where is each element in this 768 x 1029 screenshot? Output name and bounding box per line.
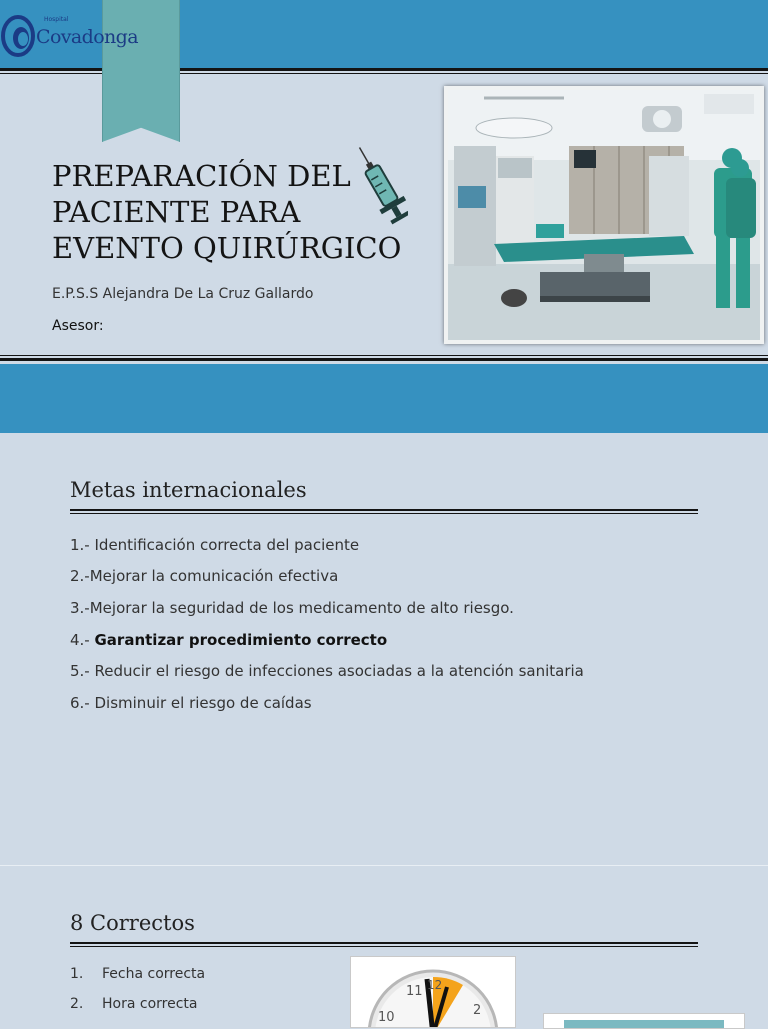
bottom-rule-thick [0,358,768,361]
goal-text: Identificación correcta del paciente [94,536,360,554]
item-text: Fecha correcta [102,966,206,982]
corrects-heading-rule [70,942,698,947]
corrects-heading: 8 Correctos [70,911,195,935]
title-line: EVENTO QUIRÚRGICO [52,231,402,265]
goal-item [70,694,312,712]
goals-heading-rule [70,509,698,514]
logo-small-text: Hospital [44,16,69,23]
presentation-title [52,158,401,266]
title-slide-bottom-bar [0,364,768,433]
item-number: 1. [70,966,84,982]
operating-room-photo [444,86,764,344]
goal-item [70,567,338,585]
bookmark-ribbon [102,0,180,142]
logo-name: Covadonga [36,26,138,48]
clock-number: 12 [427,978,443,992]
goal-prefix: 3.- [70,599,90,617]
goal-prefix: 1.- [70,536,95,554]
goals-heading: Metas internacionales [70,478,307,502]
clock-number: 11 [406,984,423,999]
goal-text: Mejorar la comunicación efectiva [89,567,339,585]
slide-separator [0,865,768,866]
item-number: 2. [70,996,84,1012]
secondary-image [543,1013,745,1029]
goal-prefix: 5.- [70,662,95,680]
item-text: Hora correcta [102,996,198,1012]
goal-prefix: 2.- [70,567,90,585]
title-line: PREPARACIÓN DEL [52,159,351,193]
goal-prefix: 6.- [70,694,95,712]
goal-text: Disminuir el riesgo de caídas [94,694,312,712]
syringe-icon [352,140,408,226]
goal-item [70,599,514,617]
goal-prefix: 4.- [70,631,95,649]
clock-number: 10 [378,1010,395,1025]
corrects-item [70,966,205,982]
advisor-label: Asesor: [52,318,104,334]
clock-number: 2 [473,1003,482,1018]
author-name: E.P.S.S Alejandra De La Cruz Gallardo [52,286,314,302]
goal-item [70,662,584,680]
title-line: PACIENTE PARA [52,195,301,229]
goal-text-bold: Garantizar procedimiento correcto [94,631,388,649]
goal-text: Reducir el riesgo de infecciones asociadas a la atención sanitaria [94,662,584,680]
bottom-rule-thin [0,355,768,356]
goal-text: Mejorar la seguridad de los medicamento de alto riesgo. [89,599,514,617]
clock-image [350,956,516,1028]
corrects-item [70,996,197,1012]
goal-item [70,631,387,649]
goal-item [70,536,359,554]
